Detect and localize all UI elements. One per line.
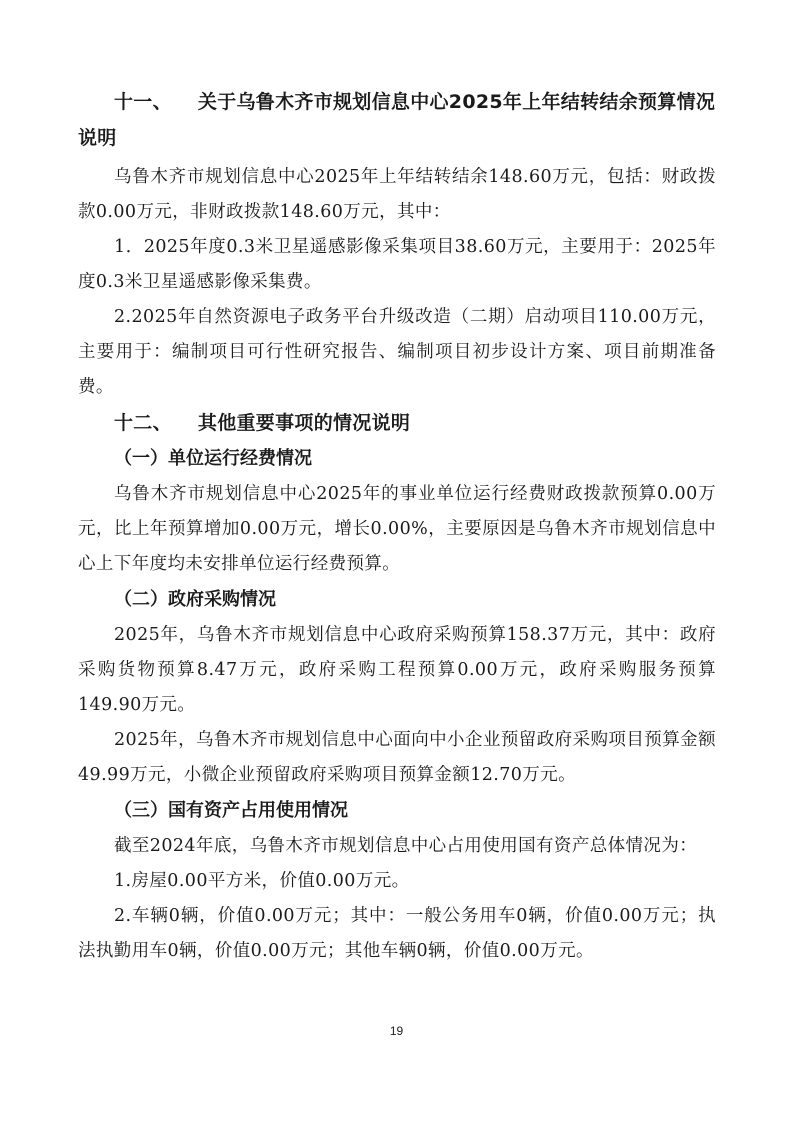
subsection-2-text-1: 2025年，乌鲁木齐市规划信息中心政府采购预算158.37万元，其中：政府采购货物预算8.47万元，政府采购工程预算0.00万元，政府采购服务预算149.90万元。: [78, 625, 716, 715]
subsection-1-title: （一）单位运行经费情况: [114, 448, 312, 469]
section-11-title: 关于乌鲁木齐市规划信息中心2025年上年结转结余预算情况说明: [78, 91, 716, 149]
section-11-item-2: 2.2025年自然资源电子政务平台升级改造（二期）启动项目110.00万元，主要用于：编制项目可行性研究报告、编制项目初步设计方案、项目前期准备费。: [78, 307, 716, 397]
subsection-3-title: （三）国有资产占用使用情况: [114, 800, 348, 821]
section-11-intro: 乌鲁木齐市规划信息中心2025年上年结转结余148.60万元，包括：财政拨款0.00万元，非财政拨款148.60万元，其中：: [78, 167, 716, 222]
page-number: 19: [389, 1024, 404, 1038]
section-12-heading: [78, 405, 716, 441]
subsection-2-title: （二）政府采购情况: [114, 589, 276, 610]
subsection-3-text-1: 截至2024年底，乌鲁木齐市规划信息中心占用使用国有资产总体情况为：: [114, 836, 698, 856]
section-11-item-1: 1．2025年度0.3米卫星遥感影像采集项目38.60万元，主要用于：2025年度0.3米卫星遥感影像采集费。: [78, 237, 716, 292]
page-content: [78, 84, 716, 969]
subsection-1-text: 乌鲁木齐市规划信息中心2025年的事业单位运行经费财政拨款预算0.00万元，比上年预算增加0.00万元，增长0.00%，主要原因是乌鲁木齐市规划信息中心上下年度均未安排单位运行经费预算。: [78, 484, 716, 574]
section-12-title: 其他重要事项的情况说明: [197, 412, 411, 434]
section-11-heading: [78, 84, 716, 156]
section-11-number: 十一、: [114, 91, 172, 113]
section-12-number: 十二、: [114, 412, 172, 434]
subsection-2-text-2: 2025年，乌鲁木齐市规划信息中心面向中小企业预留政府采购项目预算金额49.99万元，小微企业预留政府采购项目预算金额12.70万元。: [78, 730, 716, 785]
subsection-3-text-3: 2.车辆0辆，价值0.00万元；其中：一般公务用车0辆，价值0.00万元；执法执勤用车0辆，价值0.00万元；其他车辆0辆，价值0.00万元。: [78, 906, 716, 961]
subsection-3-text-2: 1.房屋0.00平方米，价值0.00万元。: [114, 871, 410, 891]
